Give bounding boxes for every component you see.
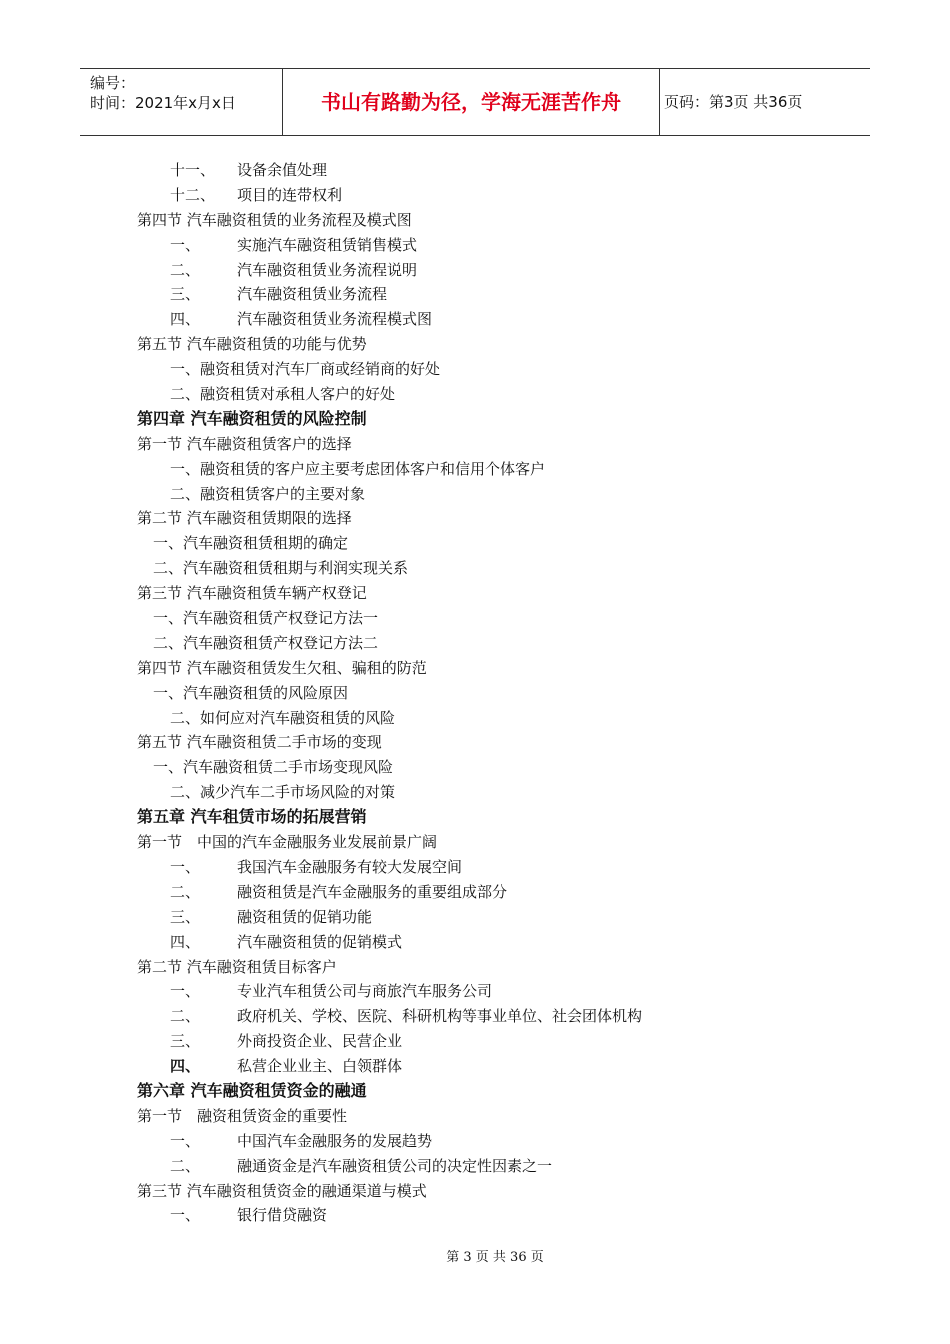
toc-item xyxy=(0,1054,950,1079)
toc-item xyxy=(0,1129,950,1154)
toc-item-number: 一、 xyxy=(170,857,201,876)
toc-item-text: 汽车融资租赁业务流程模式图 xyxy=(237,310,433,329)
toc-item-text: 第四节 汽车融资租赁的业务流程及模式图 xyxy=(137,210,412,229)
toc-section xyxy=(0,656,950,681)
toc-section xyxy=(0,432,950,457)
toc-item-text: 二、融资租赁客户的主要对象 xyxy=(170,484,366,503)
toc-item xyxy=(0,307,950,332)
toc-item xyxy=(0,706,950,731)
toc-section xyxy=(0,506,950,531)
toc-chapter xyxy=(0,805,950,830)
table-of-contents xyxy=(0,158,950,1228)
toc-item-number: 四、 xyxy=(170,1057,201,1076)
toc-item xyxy=(0,979,950,1004)
toc-item-text: 一、汽车融资租赁二手市场变现风险 xyxy=(153,758,394,777)
toc-item xyxy=(0,1203,950,1228)
toc-item-number: 十二、 xyxy=(170,185,216,204)
toc-item xyxy=(0,233,950,258)
toc-item-text: 融资租赁的促销功能 xyxy=(237,907,373,926)
toc-item xyxy=(0,1154,950,1179)
toc-item-number: 一、 xyxy=(170,982,201,1001)
toc-item-number: 二、 xyxy=(170,1156,201,1175)
page-footer: 第 3 页 共 36 页 xyxy=(446,1250,544,1265)
toc-item-text: 融通资金是汽车融资租赁公司的决定性因素之一 xyxy=(237,1156,553,1175)
toc-item-text: 汽车融资租赁的促销模式 xyxy=(237,932,403,951)
toc-item-text: 一、汽车融资租赁的风险原因 xyxy=(153,683,349,702)
toc-item-number: 一、 xyxy=(170,1131,201,1150)
toc-item-text: 一、汽车融资租赁租期的确定 xyxy=(153,534,349,553)
toc-item xyxy=(0,482,950,507)
toc-item-number: 二、 xyxy=(170,260,201,279)
toc-item-text: 第二节 汽车融资租赁目标客户 xyxy=(137,957,337,976)
toc-section xyxy=(0,1104,950,1129)
toc-item xyxy=(0,531,950,556)
toc-section xyxy=(0,332,950,357)
toc-item xyxy=(0,930,950,955)
toc-item-text: 第三节 汽车融资租赁车辆产权登记 xyxy=(137,584,367,603)
toc-item-text: 私营企业业主、白领群体 xyxy=(237,1057,403,1076)
toc-item xyxy=(0,1029,950,1054)
toc-item xyxy=(0,880,950,905)
toc-item-text: 项目的连带权利 xyxy=(237,185,343,204)
toc-item-text: 第五节 汽车融资租赁二手市场的变现 xyxy=(137,733,382,752)
toc-item xyxy=(0,556,950,581)
toc-item-number: 三、 xyxy=(170,907,201,926)
toc-item xyxy=(0,457,950,482)
toc-item xyxy=(0,755,950,780)
toc-item-text: 政府机关、学校、医院、科研机构等事业单位、社会团体机构 xyxy=(237,1007,643,1026)
header-motto: 书山有路勤为径，学海无涯苦作舟 xyxy=(283,69,660,135)
page-header xyxy=(80,68,870,136)
toc-item-number: 二、 xyxy=(170,1007,201,1026)
toc-item-text: 第四章 汽车融资租赁的风险控制 xyxy=(137,408,367,428)
document-number-label: 编号： xyxy=(90,74,136,92)
toc-item xyxy=(0,905,950,930)
toc-item-text: 第五章 汽车租赁市场的拓展营销 xyxy=(137,807,367,827)
toc-item-number: 三、 xyxy=(170,1032,201,1051)
toc-section xyxy=(0,1179,950,1204)
toc-item-number: 一、 xyxy=(170,1206,201,1225)
toc-item-text: 外商投资企业、民营企业 xyxy=(237,1032,403,1051)
toc-item-text: 中国汽车金融服务的发展趋势 xyxy=(237,1131,433,1150)
toc-item-text: 一、汽车融资租赁产权登记方法一 xyxy=(153,609,379,628)
toc-item xyxy=(0,606,950,631)
toc-item-text: 第一节 中国的汽车金融服务业发展前景广阔 xyxy=(137,833,438,852)
toc-section xyxy=(0,581,950,606)
toc-item-text: 第五节 汽车融资租赁的功能与优势 xyxy=(137,335,367,354)
toc-item-text: 实施汽车融资租赁销售模式 xyxy=(237,235,418,254)
toc-item xyxy=(0,183,950,208)
toc-item-number: 三、 xyxy=(170,285,201,304)
toc-section xyxy=(0,830,950,855)
toc-item-text: 汽车融资租赁业务流程 xyxy=(237,285,388,304)
toc-section xyxy=(0,955,950,980)
toc-item xyxy=(0,258,950,283)
toc-item xyxy=(0,855,950,880)
toc-item xyxy=(0,357,950,382)
toc-item-number: 一、 xyxy=(170,235,201,254)
toc-item-number: 四、 xyxy=(170,932,201,951)
toc-item-text: 一、融资租赁对汽车厂商或经销商的好处 xyxy=(170,360,441,379)
toc-item-text: 设备余值处理 xyxy=(237,161,328,179)
toc-item-number: 四、 xyxy=(170,310,201,329)
toc-chapter xyxy=(0,1079,950,1104)
document-date-label: 时间：2021年x月x日 xyxy=(90,94,236,112)
toc-item xyxy=(0,382,950,407)
toc-item-text: 二、融资租赁对承租人客户的好处 xyxy=(170,385,396,404)
header-page-info: 页码：第3页 共36页 xyxy=(664,93,803,111)
toc-section xyxy=(0,730,950,755)
toc-item-text: 第一节 融资租赁资金的重要性 xyxy=(137,1106,348,1125)
toc-item-text: 专业汽车租赁公司与商旅汽车服务公司 xyxy=(237,982,493,1001)
toc-item-text: 一、融资租赁的客户应主要考虑团体客户和信用个体客户 xyxy=(170,459,546,478)
toc-item-text: 二、减少汽车二手市场风险的对策 xyxy=(170,783,396,802)
toc-item-number: 二、 xyxy=(170,882,201,901)
toc-item-text: 二、如何应对汽车融资租赁的风险 xyxy=(170,708,396,727)
toc-item-text: 第四节 汽车融资租赁发生欠租、骗租的防范 xyxy=(137,658,427,677)
toc-item xyxy=(0,681,950,706)
header-meta-cell xyxy=(80,69,283,135)
toc-item-text: 第二节 汽车融资租赁期限的选择 xyxy=(137,509,352,528)
toc-section xyxy=(0,208,950,233)
toc-item-text: 汽车融资租赁业务流程说明 xyxy=(237,260,418,279)
toc-item-text: 二、汽车融资租赁租期与利润实现关系 xyxy=(153,559,409,578)
toc-item xyxy=(0,282,950,307)
toc-item-text: 我国汽车金融服务有较大发展空间 xyxy=(237,857,463,876)
toc-item-text: 银行借贷融资 xyxy=(237,1206,328,1225)
toc-item-text: 二、汽车融资租赁产权登记方法二 xyxy=(153,633,379,652)
toc-item xyxy=(0,1004,950,1029)
toc-chapter xyxy=(0,407,950,432)
toc-item xyxy=(0,631,950,656)
toc-item-text: 第一节 汽车融资租赁客户的选择 xyxy=(137,434,352,453)
toc-item xyxy=(0,780,950,805)
toc-item-text: 融资租赁是汽车金融服务的重要组成部分 xyxy=(237,882,508,901)
toc-item-text: 第六章 汽车融资租赁资金的融通 xyxy=(137,1080,367,1100)
toc-item-number: 十一、 xyxy=(170,161,216,179)
toc-item-text: 第三节 汽车融资租赁资金的融通渠道与模式 xyxy=(137,1181,427,1200)
toc-item xyxy=(0,158,950,183)
